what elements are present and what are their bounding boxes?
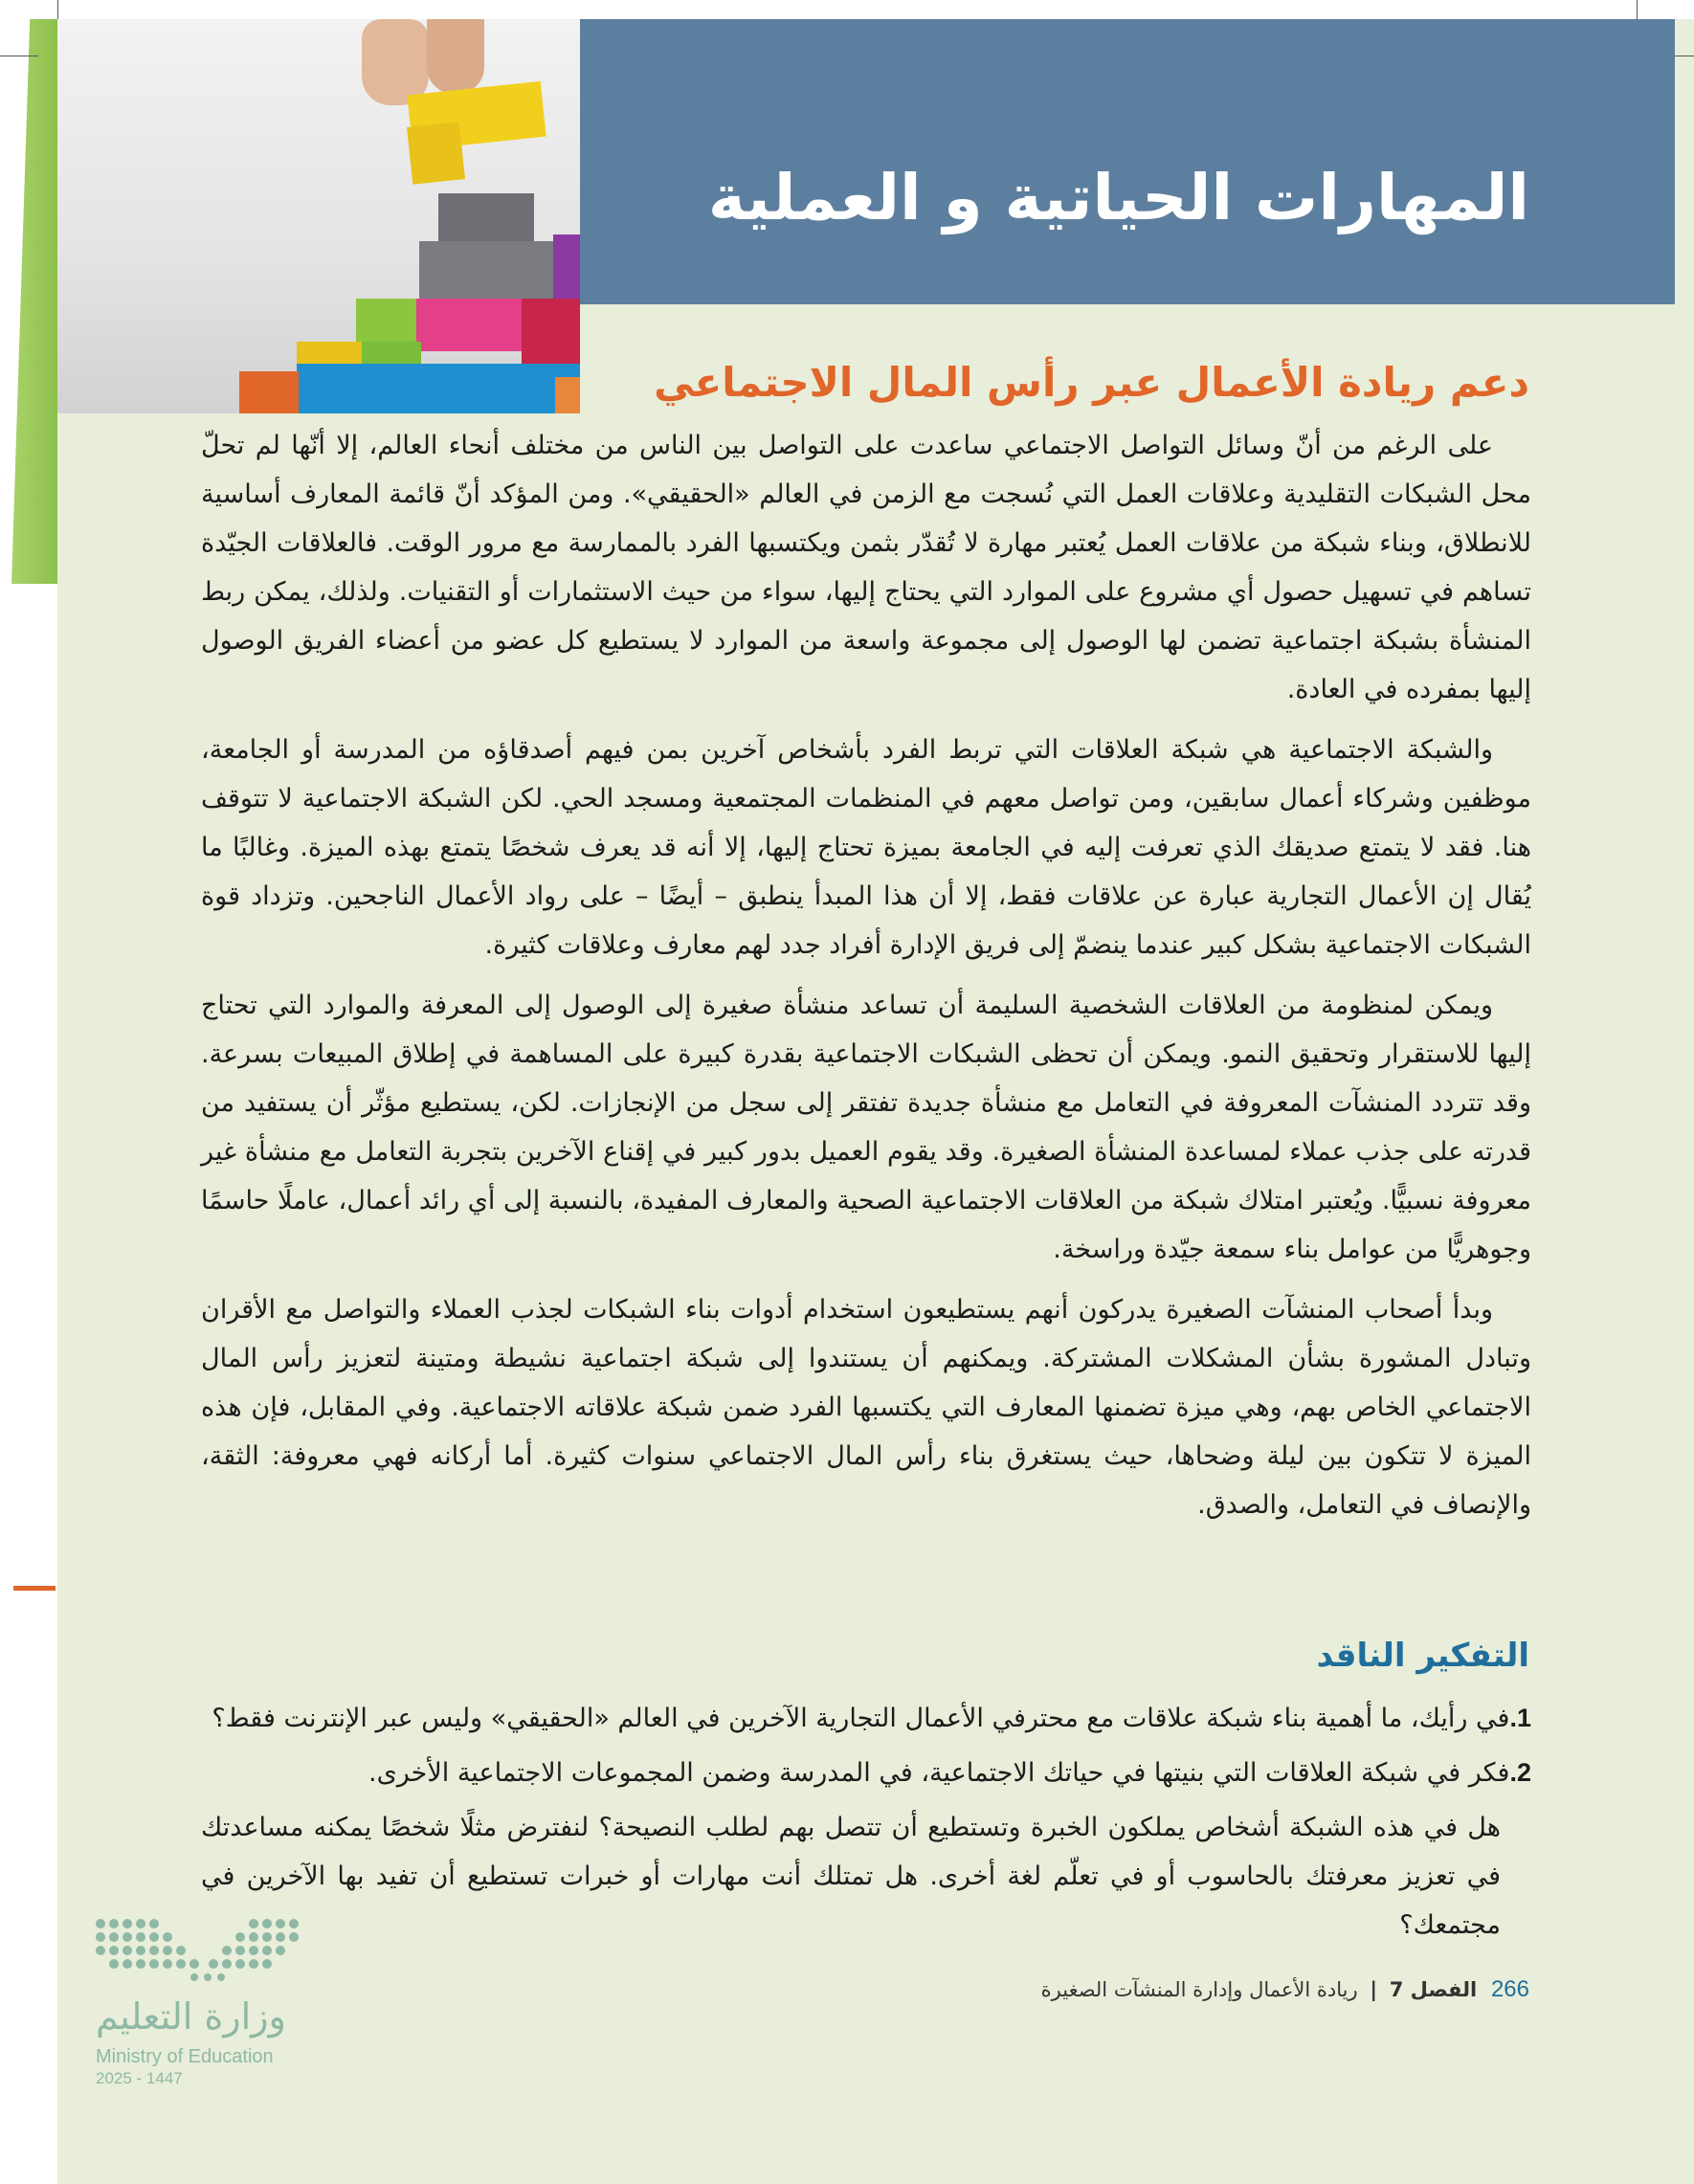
pink-block — [416, 299, 522, 351]
yellow-block — [407, 122, 465, 184]
blue-block — [297, 364, 580, 413]
question-text: في رأيك، ما أهمية بناء شبكة علاقات مع محترفي الأعمال التجارية الآخرين في العالم «الحقيقي» وليس عبر الإنترنت فقط؟ — [212, 1704, 1510, 1733]
page-title: المهارات الحياتية و العملية — [707, 161, 1529, 234]
question-2 — [201, 1749, 1531, 1797]
paragraph: ويمكن لمنظومة من العلاقات الشخصية السليمة أن تساعد منشأة صغيرة إلى الوصول إلى المعرفة والموارد التي تحتاج إليها للاستقرار وتحقيق النمو. ويمكن أن تحظى الشبكات الاجتماعية بقدرة كبيرة على المساهمة في إطلاق المبيعات بسرعة. وقد تتردد المنشآت المعروفة في التعامل مع منشأة جديدة تفتقر إلى سجل من الإنجازات. لكن، يستطيع مؤثّر أن يستفيد من قدرته على جذب عملاء لمساعدة المنشأة الصغيرة. وقد يقوم العميل بدور كبير في إقناع الآخرين بتجربة التعامل مع منشأة غير معروفة نسبيًّا. ويُعتبر امتلاك شبكة من العلاقات الاجتماعية الصحية والمعارف المفيدة، بالنسبة إلى أي رائد أعمال، عاملًا حاسمًا وجوهريًّا من عوامل بناء سمعة جيّدة وراسخة. — [201, 991, 1531, 1264]
purple-block — [553, 234, 580, 301]
building-blocks-photo — [57, 19, 580, 413]
crop-mark — [1637, 0, 1638, 19]
crop-mark — [57, 0, 58, 19]
logo-english-text: Ministry of Education — [96, 2046, 274, 2067]
chapter-label: الفصل 7 — [1389, 1978, 1478, 2001]
orange-block — [239, 371, 299, 413]
logo-year-text: 2025 - 1447 — [96, 2069, 183, 2087]
orange-block — [555, 377, 580, 413]
question-number: 1. — [1509, 1704, 1531, 1732]
paragraph: والشبكة الاجتماعية هي شبكة العلاقات التي تربط الفرد بأشخاص آخرين بمن فيهم أصدقاؤه من المدرسة أو الجامعة، موظفين وشركاء أعمال سابقين، ومن تواصل معهم في المنظمات المجتمعية ومسجد الحي. لكن الشبكة الاجتماعية لا تتوقف هنا. فقد لا يتمتع صديقك الذي تعرفت إليه في الجامعة بميزة تحتاج إليها، إلا أنه قد يعرف شخصًا يتمتع بهذه الميزة. وغالبًا ما يُقال إن الأعمال التجارية عبارة عن علاقات فقط، إلا أن هذا المبدأ ينطبق – أيضًا – على رواد الأعمال الناجحين. وتزداد قوة الشبكات الاجتماعية بشكل كبير عندما ينضمّ إلى فريق الإدارة أفراد جدد لهم معارف وعلاقات كثيرة. — [201, 735, 1531, 960]
finger-shape — [427, 19, 484, 94]
grey-block — [419, 241, 553, 299]
question-text: فكر في شبكة العلاقات التي بنيتها في حياتك الاجتماعية، في المدرسة وضمن المجموعات الاجتماعية الأخرى. — [368, 1758, 1510, 1788]
question-1 — [201, 1694, 1531, 1743]
paragraph: وبدأ أصحاب المنشآت الصغيرة يدركون أنهم يستطيعون استخدام أدوات بناء الشبكات لجذب العملاء والتواصل مع الأقران وتبادل المشورة بشأن المشكلات المشتركة. ويمكنهم أن يستندوا إلى شبكة اجتماعية نشيطة ومتينة لتعزيز رأس المال الاجتماعي الخاص بهم، وهي ميزة تضمنها المعارف التي يكتسبها الفرد ضمن شبكة علاقاته الاجتماعية. وفي المقابل، فإن هذه الميزة لا تتكون بين ليلة وضحاها، حيث يستغرق بناء رأس المال الاجتماعي سنوات كثيرة. أما أركانه فهي معروفة: الثقة، والإنصاف في التعامل، والصدق. — [201, 1295, 1531, 1520]
page-footer — [1041, 1976, 1529, 2003]
footer-separator: | — [1370, 1978, 1377, 2001]
article-body — [201, 421, 1531, 1541]
page-number: 266 — [1490, 1976, 1529, 2002]
critical-thinking-title: التفكير الناقد — [1316, 1637, 1529, 1675]
critical-thinking-questions — [201, 1694, 1531, 1955]
paragraph: على الرغم من أنّ وسائل التواصل الاجتماعي ساعدت على التواصل بين الناس من مختلف أنحاء العالم، إلا أنّها لم تحلّ محل الشبكات التقليدية وعلاقات العمل التي نُسجت مع الزمن في العالم «الحقيقي». ومن المؤكد أنّ قائمة المعارف أساسية للانطلاق، وبناء شبكة من علاقات العمل يُعتبر مهارة لا تُقدّر بثمن ويكتسبها الفرد بالممارسة مع مرور الوقت. فالعلاقات الجيّدة تساهم في تسهيل حصول أي مشروع على الموارد التي يحتاج إليها، سواء من حيث الاستثمارات أو التقنيات. ولذلك، يمكن ربط المنشأة بشبكة اجتماعية تضمن لها الوصول إلى مجموعة واسعة من الموارد لا يستطيع كل عضو من أعضاء الفريق الوصول إليها بمفرده في العادة. — [201, 431, 1531, 704]
logo-arabic-text: وزارة التعليم — [96, 1995, 286, 2038]
question-2-continuation: هل في هذه الشبكة أشخاص يملكون الخبرة وتستطيع أن تتصل بهم لطلب النصيحة؟ لنفترض مثلًا شخصًا يمكنه مساعدتك في تعزيز معرفتك بالحاسوب أو في تعلّم لغة أخرى. هل تمتلك أنت مهارات أو خبرات تستطيع أن تفيد بها الآخرين في مجتمعك؟ — [201, 1813, 1501, 1940]
book-title: ريادة الأعمال وإدارة المنشآت الصغيرة — [1040, 1978, 1358, 2001]
section-title: دعم ريادة الأعمال عبر رأس المال الاجتماعي — [654, 359, 1529, 406]
hand-shape — [362, 19, 429, 105]
question-number: 2. — [1509, 1758, 1531, 1787]
orange-margin-mark — [13, 1586, 56, 1591]
grey-block — [438, 193, 534, 241]
